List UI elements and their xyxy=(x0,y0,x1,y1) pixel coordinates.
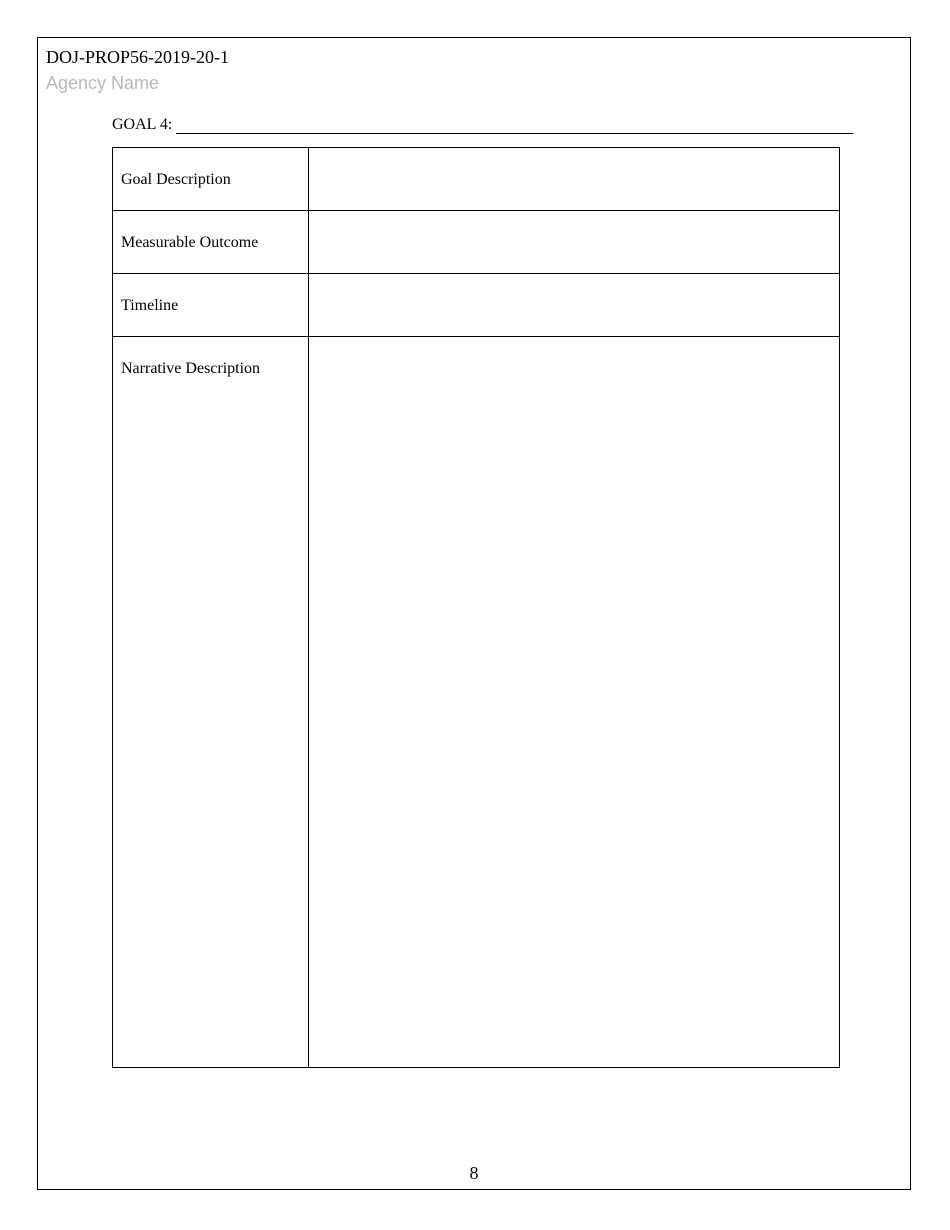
measurable-outcome-cell xyxy=(309,211,840,274)
timeline-field[interactable] xyxy=(309,274,839,336)
page-number: 8 xyxy=(469,1163,479,1183)
table-row-measurable-outcome xyxy=(113,211,840,274)
goal-details-table xyxy=(112,147,840,1068)
goal-title-field[interactable] xyxy=(176,113,853,134)
measurable-outcome-field[interactable] xyxy=(309,211,839,273)
agency-name-field[interactable] xyxy=(46,72,346,94)
timeline-label: Timeline xyxy=(113,274,309,337)
narrative-description-label: Narrative Description xyxy=(113,337,309,1068)
document-id: DOJ-PROP56-2019-20-1 xyxy=(46,47,230,67)
narrative-description-field[interactable] xyxy=(309,337,839,1067)
goal-label: GOAL 4: xyxy=(112,116,173,133)
timeline-cell xyxy=(309,274,840,337)
goal-description-field[interactable] xyxy=(309,148,839,210)
table-row-goal-description xyxy=(113,148,840,211)
goal-description-cell xyxy=(309,148,840,211)
goal-title-row xyxy=(112,113,853,135)
narrative-description-cell xyxy=(309,337,840,1068)
goal-description-label: Goal Description xyxy=(113,148,309,211)
measurable-outcome-label: Measurable Outcome xyxy=(113,211,309,274)
document-page xyxy=(37,37,911,1190)
table-row-timeline xyxy=(113,274,840,337)
table-row-narrative-description xyxy=(113,337,840,1068)
